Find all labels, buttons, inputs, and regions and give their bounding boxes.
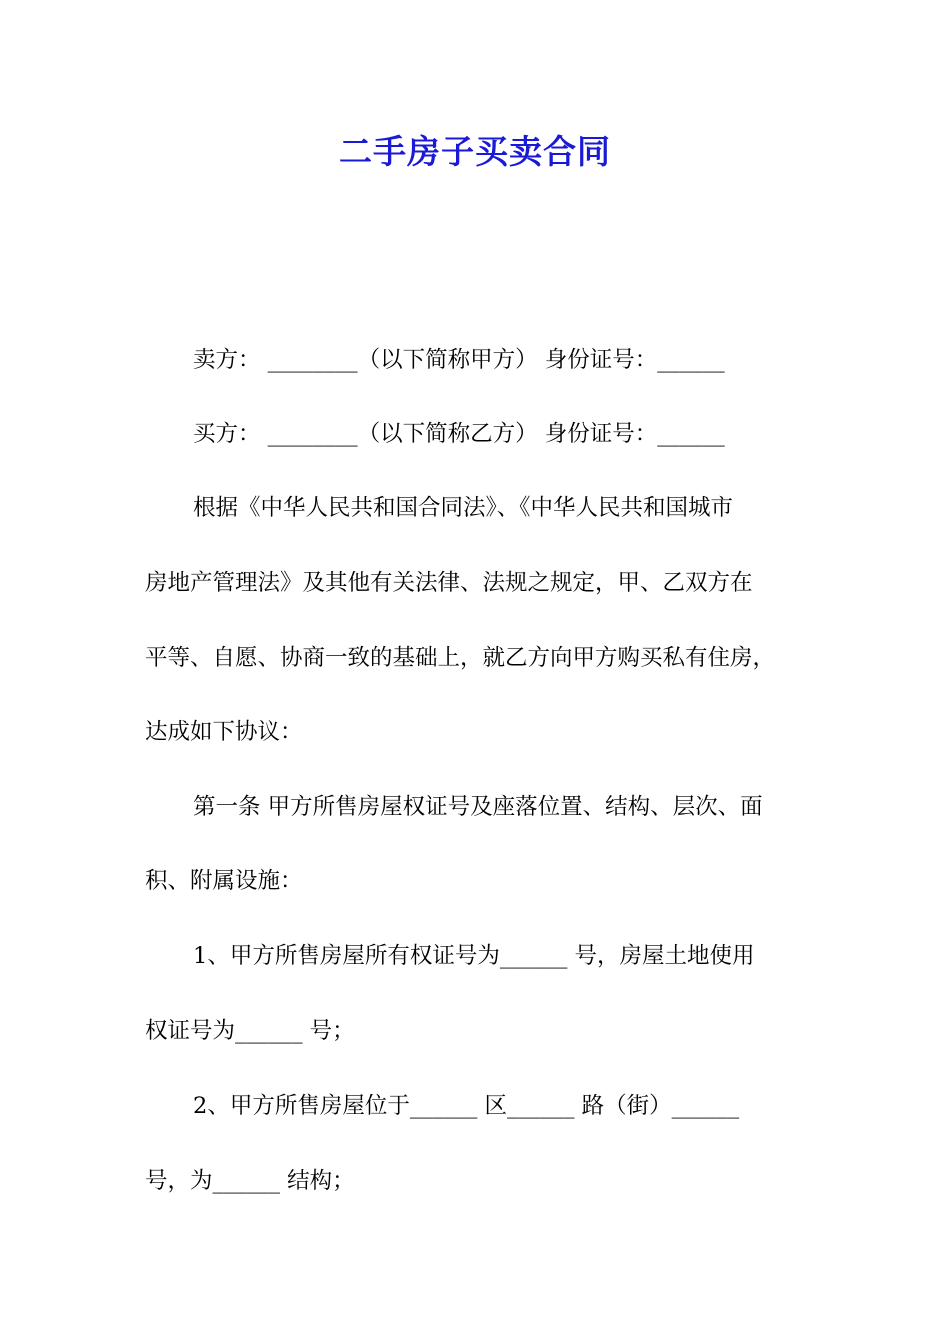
preamble-line-2: 房地产管理法》及其他有关法律、法规之规定，甲、乙双方在	[145, 570, 753, 596]
clause-1-line-2: 权证号为______ 号；	[145, 1018, 355, 1044]
document-title: 二手房子买卖合同	[339, 132, 611, 171]
clause-1-line-1: 1、甲方所售房屋所有权证号为______ 号，房屋土地使用	[193, 943, 755, 969]
buyer-line: 买方： ________（以下简称乙方） 身份证号：______	[193, 421, 725, 447]
preamble-line-4: 达成如下协议：	[145, 719, 303, 745]
seller-line: 卖方： ________（以下简称甲方） 身份证号：______	[193, 347, 725, 373]
article-1-heading: 第一条 甲方所售房屋权证号及座落位置、结构、层次、面	[193, 794, 763, 820]
clause-2-line-1: 2、甲方所售房屋位于______ 区______ 路（街）______	[193, 1093, 740, 1119]
article-1-heading-cont: 积、附属设施：	[145, 868, 303, 894]
preamble-line-3: 平等、自愿、协商一致的基础上，就乙方向甲方购买私有住房，	[145, 645, 776, 671]
preamble-line-1: 根据《中华人民共和国合同法》、《中华人民共和国城市	[193, 495, 734, 521]
clause-2-line-2: 号，为______ 结构；	[145, 1168, 355, 1194]
